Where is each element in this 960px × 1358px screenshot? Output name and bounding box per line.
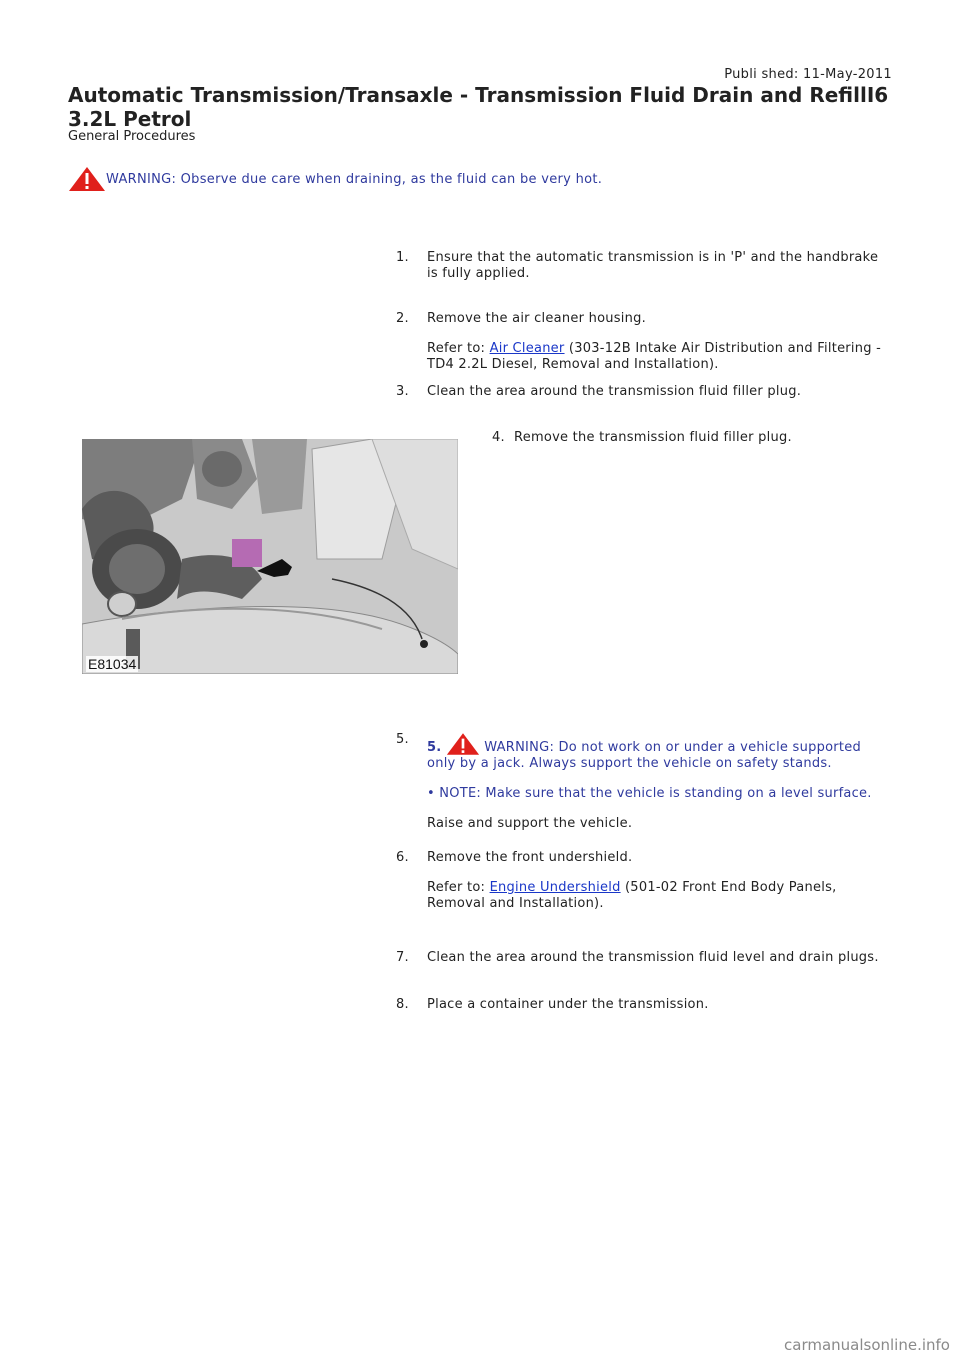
- figure-label: E81034: [88, 656, 137, 672]
- reference-suffix: (303-12B Intake Air Distribution and Filtering - TD4 2.2L Diesel, Removal and Installation).: [427, 341, 882, 372]
- air-cleaner-link[interactable]: Air Cleaner: [489, 341, 565, 356]
- published-date: Publi shed: 11-May-2011: [724, 67, 892, 82]
- step-number: 3.: [396, 384, 409, 399]
- step-number: 1.: [396, 250, 409, 265]
- step-number: 2.: [396, 311, 409, 326]
- step-text: Remove the transmission fluid filler plug.: [514, 430, 792, 445]
- reference-suffix: (501-02 Front End Body Panels, Removal and Installation).: [427, 880, 837, 911]
- warning-banner: [68, 166, 602, 192]
- warning-icon: [68, 166, 106, 192]
- title-line-2: 3.2L Petrol: [68, 107, 192, 131]
- step-text: Ensure that the automatic transmission is in 'P' and the handbrake is fully applied.: [427, 250, 879, 281]
- engine-undershield-link[interactable]: Engine Undershield: [489, 880, 621, 895]
- reference-prefix: Refer to:: [427, 880, 490, 895]
- step-warning-text: WARNING: Do not work on or under a vehicle supported only by a jack. Always support the vehicle on safety stands.: [427, 740, 861, 771]
- step-4: [492, 430, 892, 446]
- step-7: [396, 950, 892, 966]
- step-8: [396, 997, 892, 1013]
- page-subtitle: General Procedures: [68, 129, 196, 144]
- step-2: [396, 311, 892, 373]
- step-1: [396, 250, 892, 282]
- step-number: 5.: [396, 732, 409, 747]
- reference: [427, 341, 892, 373]
- step-text: Clean the area around the transmission fluid level and drain plugs.: [427, 950, 879, 965]
- step-number: 4.: [492, 430, 505, 445]
- warning-text: WARNING: Observe due care when draining, as the fluid can be very hot.: [106, 171, 603, 187]
- step-number: 6.: [396, 850, 409, 865]
- title-line-1: Automatic Transmission/Transaxle - Transmission Fluid Drain and RefillI6: [68, 83, 889, 107]
- engine-bay-figure: [82, 439, 458, 674]
- reference: [427, 880, 892, 912]
- reference-prefix: Refer to:: [427, 341, 490, 356]
- step-number: 7.: [396, 950, 409, 965]
- step-text: Remove the front undershield.: [427, 850, 633, 865]
- page-title: [68, 84, 908, 131]
- step-5: [396, 732, 892, 832]
- watermark: carmanualsonline.info: [784, 1336, 950, 1354]
- step-text: Place a container under the transmission.: [427, 997, 709, 1012]
- step-3: [396, 384, 892, 400]
- step-6: [396, 850, 892, 912]
- step-note: • NOTE: Make sure that the vehicle is standing on a level surface.: [427, 786, 872, 801]
- step-text: Remove the air cleaner housing.: [427, 311, 647, 326]
- step-number: 8.: [396, 997, 409, 1012]
- step-warning: [427, 732, 892, 772]
- warning-icon: [446, 732, 480, 756]
- step-bold-number: 5.: [427, 740, 442, 755]
- engine-bay-illustration: [82, 439, 458, 674]
- step-text: Raise and support the vehicle.: [427, 816, 633, 831]
- step-text: Clean the area around the transmission fluid filler plug.: [427, 384, 802, 399]
